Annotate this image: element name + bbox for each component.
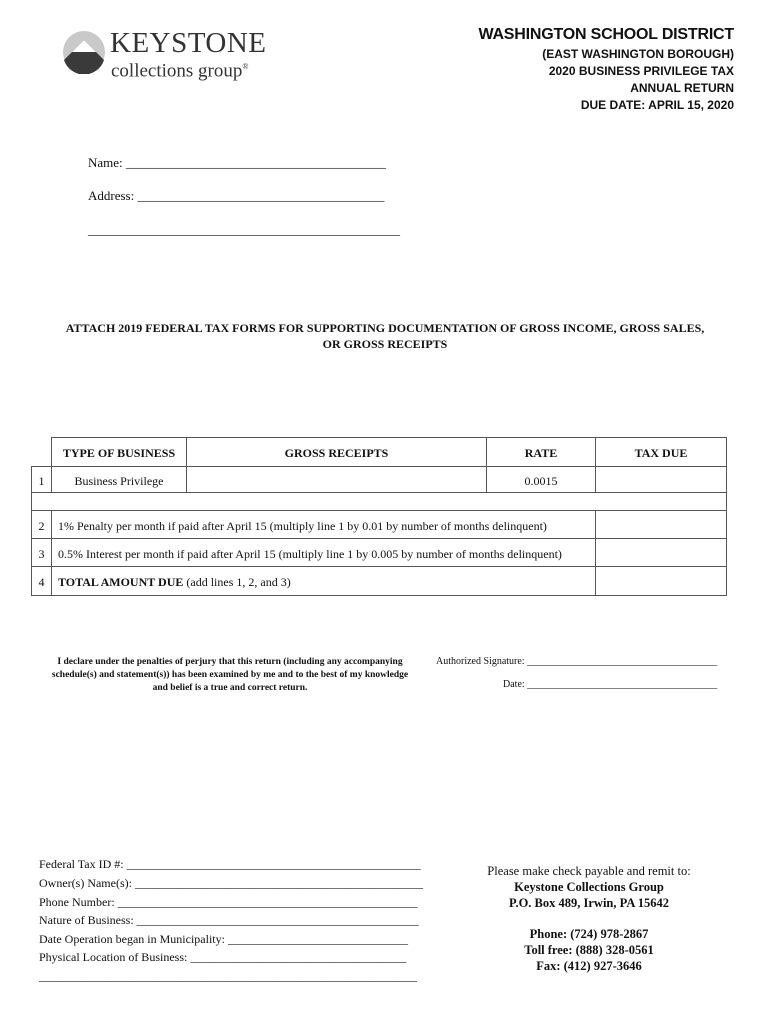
remit-intro: Please make check payable and remit to:: [487, 864, 691, 878]
header-rate: RATE: [486, 437, 596, 467]
logo-subtitle: collections group®: [111, 60, 249, 82]
row-2-amount-input[interactable]: [595, 510, 727, 539]
remit-company: Keystone Collections Group: [514, 880, 664, 894]
attach-notice: [30, 320, 740, 352]
address-field[interactable]: Address: ______________________________________: [88, 188, 385, 203]
remit-phone: Phone: (724) 978-2867: [529, 927, 649, 941]
address-line-2-field[interactable]: ________________________________________________: [88, 222, 400, 237]
row-1-type: Business Privilege: [51, 466, 187, 493]
name-field[interactable]: Name: ________________________________________: [88, 155, 386, 170]
header-type-of-business: TYPE OF BUSINESS: [51, 437, 187, 467]
perjury-declaration: [38, 656, 422, 695]
signature-date-field[interactable]: Date: ______________________________________: [503, 679, 718, 690]
physical-location-line-2-field[interactable]: _______________________________________________________________: [39, 969, 417, 983]
row-1-gross-receipts-input[interactable]: [186, 466, 487, 493]
due-date-line: DUE DATE: APRIL 15, 2020: [580, 98, 734, 112]
row-3-amount-input[interactable]: [595, 538, 727, 567]
remit-fax: Fax: (412) 927-3646: [536, 959, 642, 973]
federal-tax-id-field[interactable]: Federal Tax ID #: _________________________________________________: [39, 857, 421, 871]
remit-toll-free: Toll free: (888) 328-0561: [524, 943, 654, 957]
logo-brand: KEYSTONE: [110, 27, 267, 59]
row-1-rate: 0.0015: [486, 466, 596, 493]
header-gross-receipts: GROSS RECEIPTS: [186, 437, 487, 467]
spacer-row: [31, 492, 727, 511]
date-operation-began-field[interactable]: Date Operation began in Municipality: ______________________________: [39, 932, 408, 946]
row-1-number: 1: [31, 466, 52, 493]
header-tax-due: TAX DUE: [595, 437, 727, 467]
row-2-penalty-text: 1% Penalty per month if paid after April 15 (multiply line 1 by 0.01 by number of months delinquent): [51, 510, 596, 539]
return-header: [478, 24, 734, 114]
tax-line: 2020 BUSINESS PRIVILEGE TAX: [548, 64, 734, 78]
district-title: WASHINGTON SCHOOL DISTRICT: [478, 26, 734, 43]
declaration-line-2: schedule(s) and statement(s)) has been examined by me and to the best of my knowledge: [51, 670, 409, 680]
phone-number-field[interactable]: Phone Number: __________________________________________________: [39, 895, 418, 909]
remit-block: [460, 863, 718, 974]
attach-notice-line-2: OR GROSS RECEIPTS: [322, 337, 448, 351]
row-3-interest-text: 0.5% Interest per month if paid after April 15 (multiply line 1 by 0.005 by number of months delinquent): [51, 538, 596, 567]
physical-location-field[interactable]: Physical Location of Business: ____________________________________: [39, 950, 407, 964]
row-4-total-input[interactable]: [595, 566, 727, 596]
declaration-line-3: and belief is a true and correct return.: [152, 683, 308, 693]
nature-of-business-field[interactable]: Nature of Business: _______________________________________________: [39, 913, 419, 927]
total-amount-due-label: TOTAL AMOUNT DUE: [58, 575, 184, 589]
declaration-line-1: I declare under the penalties of perjury that this return (including any accompanying: [57, 657, 403, 667]
authorized-signature-field[interactable]: Authorized Signature: ______________________________________: [436, 656, 718, 667]
row-1-tax-due-input[interactable]: [595, 466, 727, 493]
keystone-logo: [62, 27, 282, 82]
row-2-number: 2: [31, 510, 52, 539]
total-amount-due-note: (add lines 1, 2, and 3): [183, 575, 291, 589]
keystone-mountain-icon: [62, 30, 106, 74]
owner-names-field[interactable]: Owner(s) Name(s): ________________________________________________: [39, 876, 423, 890]
row-4-total-text: [51, 566, 596, 596]
return-line: ANNUAL RETURN: [630, 81, 734, 95]
row-3-number: 3: [31, 538, 52, 567]
remit-po-box: P.O. Box 489, Irwin, PA 15642: [508, 896, 670, 910]
attach-notice-line-1: ATTACH 2019 FEDERAL TAX FORMS FOR SUPPORTING DOCUMENTATION OF GROSS INCOME, GROSS SALES,: [65, 321, 705, 335]
row-4-number: 4: [31, 566, 52, 596]
borough-line: (EAST WASHINGTON BOROUGH): [542, 47, 734, 61]
